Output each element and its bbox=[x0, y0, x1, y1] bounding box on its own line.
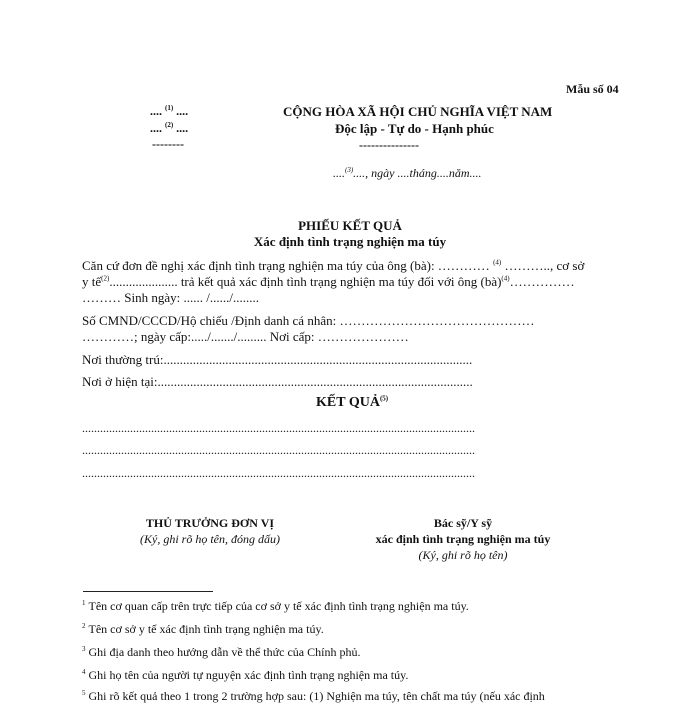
signature-right-title-1: Bác sỹ/Y sỹ bbox=[433, 516, 493, 530]
body-p1-line3: ……… Sinh ngày: ...... /....../........ bbox=[82, 290, 259, 305]
result-heading: KẾT QUẢ$^{(5)}$ bbox=[316, 394, 389, 410]
footnote-1: $^1$ Tên cơ quan cấp trên trực tiếp của cơ sở y tế xác định tình trạng nghiện ma túy. bbox=[82, 599, 469, 613]
id-number-line: Số CMND/CCCD/Hộ chiếu /Định danh cá nhân: ……………………………………… bbox=[82, 313, 535, 328]
agency-rule: -------- bbox=[152, 137, 184, 151]
national-title: CỘNG HÒA XÃ HỘI CHỦ NGHĨA VIỆT NAM bbox=[283, 104, 553, 119]
footnote-separator bbox=[83, 591, 213, 592]
footnote-2: $^2$ Tên cơ sở y tế xác định tình trạng nghiện ma túy. bbox=[82, 622, 324, 636]
footnote-4: $^4$ Ghi họ tên của người tự nguyện xác định tình trạng nghiện ma túy. bbox=[82, 668, 409, 682]
signature-right-note: (Ký, ghi rõ họ tên) bbox=[418, 548, 508, 562]
signature-left-note: (Ký, ghi rõ họ tên, đóng dấu) bbox=[140, 532, 280, 546]
national-motto: Độc lập - Tự do - Hạnh phúc bbox=[335, 121, 494, 136]
footnote-3: $^3$ Ghi địa danh theo hướng dẫn về thể thức của Chính phủ. bbox=[82, 645, 361, 659]
signature-left-title: THỦ TRƯỞNG ĐƠN VỊ bbox=[145, 516, 275, 530]
agency-line-2: .... $^{(2)}$ .... bbox=[150, 121, 189, 135]
permanent-address-line: Nơi thường trú:............................................................................................... bbox=[82, 352, 473, 367]
id-issue-line: …………; ngày cấp:...../......./......... Nơi cấp: ………………… bbox=[82, 329, 409, 344]
agency-line-1: .... $^{(1)}$ .... bbox=[150, 104, 189, 118]
result-line-1: ................................................................................................................................... bbox=[82, 421, 475, 435]
body-p1-line2: y tế$^{(2)}$..................... trả kết quả xác định tình trạng nghiện ma túy đối với ông (bà)$^{(4)}$…………… bbox=[82, 274, 575, 289]
form-number: Mẫu số 04 bbox=[566, 82, 619, 96]
current-address-line: Nơi ở hiện tại:................................................................................................. bbox=[82, 374, 473, 389]
document-subtitle: Xác định tình trạng nghiện ma túy bbox=[253, 234, 447, 249]
document-title: PHIẾU KẾT QUẢ bbox=[298, 218, 402, 233]
footnote-5: $^5$ Ghi rõ kết quả theo 1 trong 2 trường hợp sau: (1) Nghiện ma túy, tên chất ma túy (nếu xác định bbox=[82, 689, 545, 703]
signature-right-title-2: xác định tình trạng nghiện ma túy bbox=[375, 532, 551, 546]
result-line-3: ................................................................................................................................... bbox=[82, 466, 475, 480]
result-line-2: ................................................................................................................................... bbox=[82, 443, 475, 457]
body-p1-line1: Căn cứ đơn đề nghị xác định tình trạng nghiện ma túy của ông (bà): ………… $^{(4)}$ ……….., cơ sở bbox=[82, 258, 585, 273]
motto-rule: --------------- bbox=[359, 138, 419, 152]
place-date: ....$^{(3)}$...., ngày ....tháng....năm.... bbox=[333, 166, 482, 180]
